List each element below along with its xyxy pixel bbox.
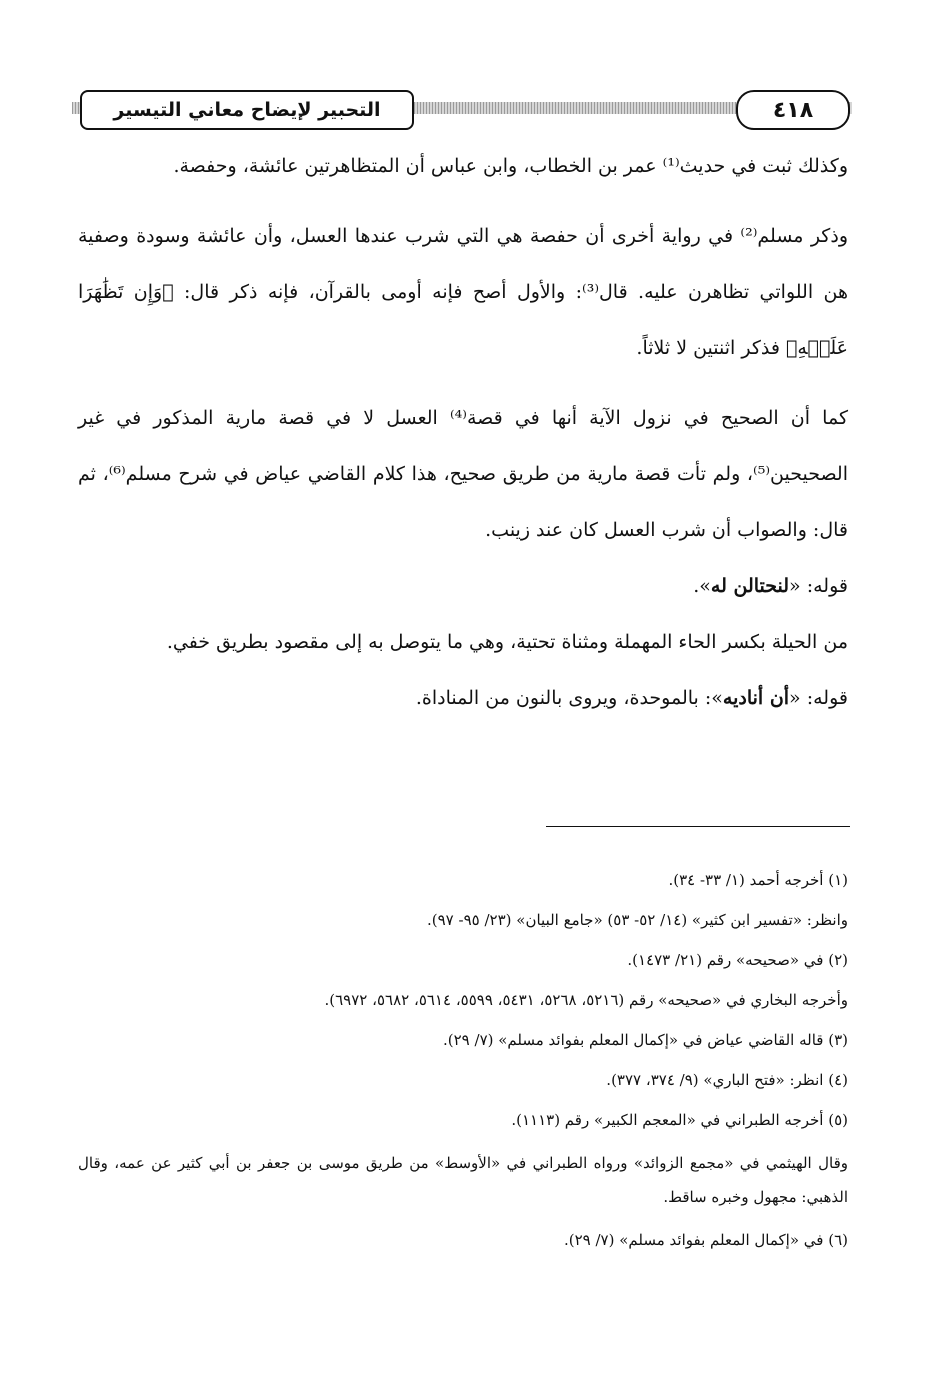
- page-header: [72, 88, 852, 132]
- footnote-4: (٤) انظر: «فتح الباري» (٩/ ٣٧٤، ٣٧٧).: [606, 1071, 848, 1089]
- quote-1: [78, 558, 848, 614]
- book-title: التحبير لإيضاح معاني التيسير: [80, 90, 414, 130]
- paragraph-4: من الحيلة بكسر الحاء المهملة ومثناة تحتية، وهي ما يتوصل به إلى مقصود بطريق خفي.: [166, 631, 848, 653]
- page-number: ٤١٨: [736, 90, 850, 130]
- quote-2: [78, 670, 848, 726]
- paragraph-2: وذكر مسلم⁽²⁾ في رواية أخرى أن حفصة هي التي شرب عندها العسل، وأن عائشة وسودة وصفية هن اللواتي تظاهرن عليه. قال⁽³⁾: والأول أصح فإنه أومى بالقرآن، فإنه ذكر قال: ﴿وَإِن تَظَٰهَرَا عَلَيۡهِ﴾ فذكر اثنتين لا ثلاثاً.: [78, 225, 848, 359]
- footnote-5-ref: وقال الهيثمي في «مجمع الزوائد» ورواه الطبراني في «الأوسط» من طريق موسى بن جعفر بن أبي كثير عن عمه، وقال الذهبي: مجهول وخبره ساقط.: [78, 1154, 848, 1206]
- quote-1-suffix: ».: [693, 575, 711, 597]
- footnote-1-ref: وانظر: «تفسير ابن كثير» (١٤/ ٥٢- ٥٣) «جامع البيان» (٢٣/ ٩٥- ٩٧).: [426, 911, 848, 929]
- paragraph-1: وكذلك ثبت في حديث⁽¹⁾ عمر بن الخطاب، وابن عباس أن المتظاهرتين عائشة، وحفصة.: [173, 155, 848, 177]
- footnote-2: (٢) في «صحيحه» رقم (٢١/ ١٤٧٣).: [627, 951, 848, 969]
- footnote-2-ref: وأخرجه البخاري في «صحيحه» رقم (٥٢١٦، ٥٢٦٨، ٥٤٣١، ٥٥٩٩، ٥٦١٤، ٥٦٨٢، ٦٩٧٢).: [324, 991, 848, 1009]
- footnote-6: (٦) في «إكمال المعلم بفوائد مسلم» (٧/ ٢٩).: [563, 1231, 848, 1249]
- quote-1-prefix: قوله: «: [789, 575, 848, 597]
- footnote-5: (٥) أخرجه الطبراني في «المعجم الكبير» رقم (١١١٣).: [511, 1111, 848, 1129]
- footnote-separator: [546, 826, 850, 827]
- quote-1-bold: لنحتالن له: [710, 575, 790, 597]
- footnote-3: (٣) قاله القاضي عياض في «إكمال المعلم بفوائد مسلم» (٧/ ٢٩).: [442, 1031, 848, 1049]
- paragraph-3: كما أن الصحيح في نزول الآية أنها في قصة⁽⁴⁾ العسل لا في قصة مارية المذكور في غير الصحيحين⁽⁵⁾، ولم تأت قصة مارية من طريق صحيح، هذا كلام القاضي عياض في شرح مسلم⁽⁶⁾، ثم قال: والصواب أن شرب العسل كان عند زينب.: [78, 407, 848, 541]
- footnote-1: (١) أخرجه أحمد (١/ ٣٣- ٣٤).: [668, 871, 848, 889]
- footnotes: [78, 860, 848, 1260]
- quote-2-bold: أن أناديه: [722, 687, 790, 709]
- main-text: [78, 138, 848, 726]
- quote-2-suffix: »: بالموحدة، ويروى بالنون من المناداة.: [415, 687, 723, 709]
- quote-2-prefix: قوله: «: [789, 687, 848, 709]
